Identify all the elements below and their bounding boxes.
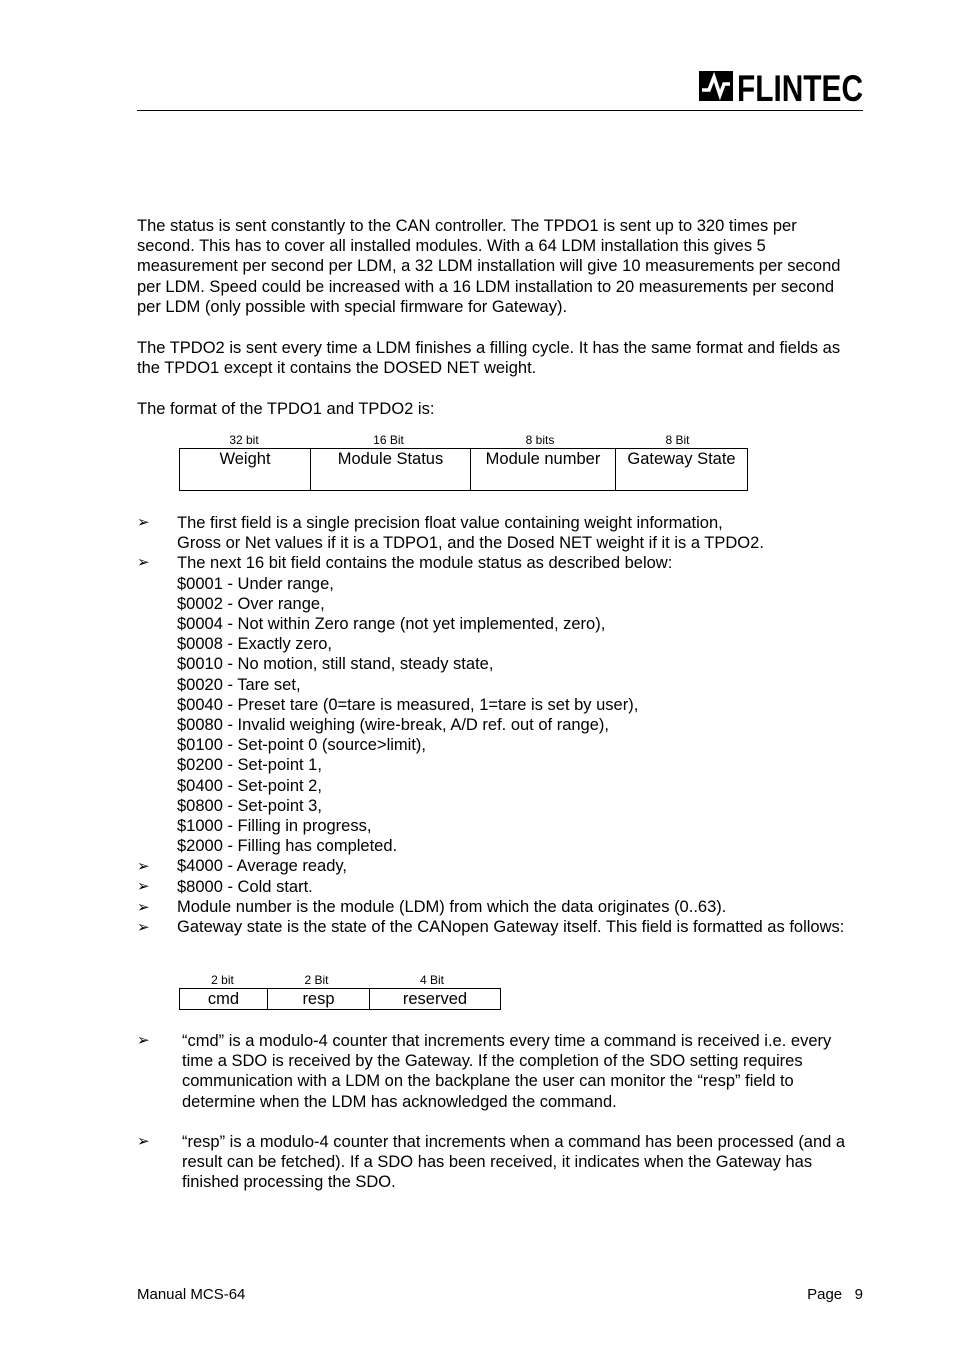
format-bit-labels [179, 433, 743, 447]
status-code: $0002 - Over range, [177, 594, 325, 613]
bit-label: 16 Bit [373, 433, 404, 447]
bit-label: 8 bits [525, 433, 555, 447]
list-item: $8000 - Cold start. [177, 877, 313, 896]
list-item: Gateway state is the state of the CANopen Gateway itself. This field is formatted as follows: [177, 918, 845, 937]
field-module-number: Module number [471, 449, 616, 491]
list-item: $4000 - Average ready, [177, 857, 348, 876]
intro-paragraph-1: The status is sent constantly to the CAN controller. The TPDO1 is sent up to 320 times per second. This has to cover all installed modules. With a 64 LDM installation this gives 5 measurement per second per LDM, a 32 LDM installation will give 10 measurements per second per LDM. Speed could be increased with a 16 LDM installation to 20 measurements per second per LDM (only possible with special firmware for Gateway). [137, 217, 841, 316]
tpdo-format-table [179, 448, 748, 491]
bullet-arrow: ➢ [137, 858, 150, 875]
cmd-description: “cmd” is a modulo-4 counter that increments every time a command is received i.e. every time a SDO is received by the Gateway. If the completion of the SDO setting requires communication with a LDM on the backplane the user can monitor the “resp” field to determine when the LDM has acknowledged the command. [182, 1032, 832, 1111]
status-code: $0020 - Tare set, [177, 675, 301, 694]
bit-label: 2 bit [211, 973, 234, 987]
header-rule [137, 110, 863, 111]
status-code: $0080 - Invalid weighing (wire-break, A/D ref. out of range), [177, 716, 609, 735]
bullet-arrow: ➢ [137, 878, 150, 895]
bit-label: 4 Bit [419, 973, 444, 987]
field-module-status: Module Status [311, 449, 471, 491]
field-reserved: reserved [370, 989, 501, 1010]
bullet-arrow: ➢ [137, 554, 150, 571]
logo-text: FLINTEC [737, 68, 863, 109]
field-description-list [177, 513, 857, 937]
flintec-logo [699, 68, 864, 109]
footer-page [807, 1286, 863, 1303]
intro-paragraph-2: The TPDO2 is sent every time a LDM finishes a filling cycle. It has the same format and fields as the TPDO1 except it contains the DOSED NET weight. [137, 339, 841, 378]
field-gateway-state: Gateway State [616, 449, 748, 491]
gateway-bit-labels [179, 973, 497, 987]
status-code: $0008 - Exactly zero, [177, 635, 332, 654]
status-code: $0100 - Set-point 0 (source>limit), [177, 736, 426, 755]
page-label: Page [807, 1286, 843, 1303]
bit-label: 32 bit [229, 433, 259, 447]
bit-label: 2 Bit [304, 973, 329, 987]
list-item: Module number is the module (LDM) from which the data originates (0..63). [177, 897, 727, 916]
field-cmd: cmd [180, 989, 268, 1010]
gateway-state-table [179, 988, 501, 1010]
status-code: $2000 - Filling has completed. [177, 837, 398, 856]
field-resp: resp [268, 989, 370, 1010]
status-code: $0010 - No motion, still stand, steady state, [177, 655, 494, 674]
intro-paragraph-3: The format of the TPDO1 and TPDO2 is: [137, 400, 435, 418]
list-item: Gross or Net values if it is a TDPO1, and the Dosed NET weight if it is a TPDO2. [177, 534, 764, 553]
resp-description: “resp” is a modulo-4 counter that increments when a command has been processed (and a result can be fetched). If a SDO has been received, it indicates when the Gateway has finished processing the SDO. [182, 1133, 846, 1192]
status-code: $1000 - Filling in progress, [177, 817, 372, 836]
bullet-arrow: ➢ [137, 899, 150, 916]
status-code: $0001 - Under range, [177, 574, 334, 593]
status-code: $0800 - Set-point 3, [177, 796, 322, 815]
field-weight: Weight [180, 449, 311, 491]
status-code: $0200 - Set-point 1, [177, 756, 322, 775]
status-code: $0040 - Preset tare (0=tare is measured, 1=tare is set by user), [177, 695, 639, 714]
status-code: $0400 - Set-point 2, [177, 776, 322, 795]
footer-manual-name: Manual MCS-64 [137, 1286, 246, 1303]
bullet-arrow: ➢ [137, 1032, 150, 1049]
bullet-arrow: ➢ [137, 514, 150, 531]
status-code: $0004 - Not within Zero range (not yet implemented, zero), [177, 615, 606, 634]
bullet-arrow: ➢ [137, 1133, 150, 1150]
list-item: The next 16 bit field contains the module status as described below: [177, 554, 673, 573]
bit-label: 8 Bit [665, 433, 690, 447]
list-item: The first field is a single precision float value containing weight information, [177, 514, 723, 532]
bullet-arrow: ➢ [137, 919, 150, 936]
page-number: 9 [854, 1286, 863, 1303]
